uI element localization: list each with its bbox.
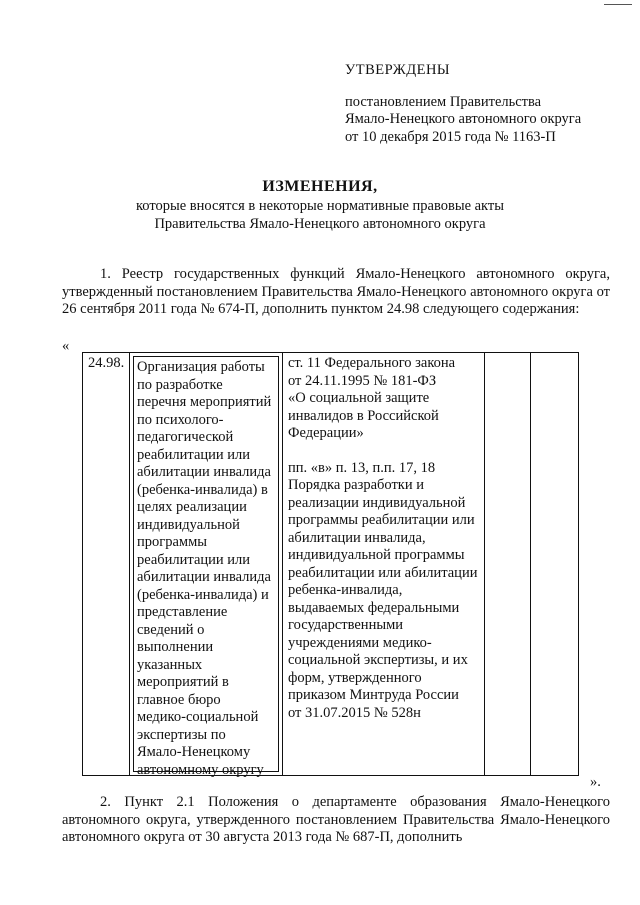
basis-gap: [288, 443, 480, 460]
basis-line: форм, утвержденного: [288, 669, 422, 686]
registry-table: [82, 352, 579, 776]
approval-line-1: постановлением Правительства: [345, 93, 542, 110]
function-line: программы: [137, 534, 207, 550]
function-line: абилитации инвалида: [137, 464, 271, 480]
basis-line: социальной экспертизы, и их: [288, 652, 468, 668]
basis-line: программы реабилитации или: [288, 512, 475, 528]
basis-line: ребенка-инвалида,: [288, 582, 403, 598]
basis-cell: [283, 353, 485, 776]
basis-line: Федерации»: [288, 425, 364, 441]
function-line: указанных: [137, 656, 203, 673]
function-line: автономному округу: [137, 761, 264, 778]
corner-mark: [604, 4, 632, 6]
basis-line: «О социальной защите: [288, 390, 430, 406]
approval-heading: УТВЕРЖДЕНЫ: [345, 62, 451, 78]
function-line: перечня мероприятий: [137, 394, 272, 410]
basis-line: индивидуальной программы: [288, 547, 465, 563]
basis-line: абилитации инвалида,: [288, 529, 426, 546]
function-line: индивидуальной: [137, 516, 240, 533]
function-line: реабилитации или: [137, 446, 251, 463]
basis-line: приказом Минтруда России: [288, 687, 459, 703]
basis-line: Порядка разработки и: [288, 477, 424, 493]
function-line: медико-социальной: [137, 709, 259, 725]
document-title: ИЗМЕНЕНИЯ,: [262, 178, 378, 195]
function-line: (ребенка-инвалида) и: [137, 586, 269, 603]
function-line: абилитации инвалида: [137, 569, 271, 585]
basis-line: государственными: [288, 617, 404, 633]
approval-block: [345, 62, 615, 146]
paragraph-1: 1. Реестр государственных функций Ямало-Ненецкого автономного округа, утвержденный постановлением Правительства Ямало-Ненецкого автономного округа от 26 сентября 2011 года № 674-П, дополнить пунктом 24.98 следующего содержания:: [62, 266, 610, 317]
function-line: Ямало-Ненецкому: [137, 744, 251, 760]
basis-line: от 31.07.2015 № 528н: [288, 704, 421, 721]
function-line: по психолого-: [137, 411, 224, 428]
empty-cell-4: [485, 353, 531, 776]
subtitle-line-2: Правительства Ямало-Ненецкого автономного округа: [154, 215, 486, 232]
document-subtitle: [0, 198, 640, 233]
approval-line-2: Ямало-Ненецкого автономного округа: [345, 111, 582, 127]
function-line: сведений о: [137, 621, 205, 638]
empty-cell-5: [531, 353, 579, 776]
function-line: главное бюро: [137, 691, 221, 708]
function-cell: [130, 353, 283, 776]
function-line: (ребенка-инвалида) в: [137, 481, 268, 498]
function-line: представление: [137, 604, 228, 620]
function-line: Организация работы: [137, 359, 265, 375]
basis-line: пп. «в» п. 13, п.п. 17, 18: [288, 459, 436, 476]
function-line: целях реализации: [137, 499, 247, 515]
function-line: мероприятий в: [137, 674, 229, 690]
basis-line: выдаваемых федеральными: [288, 599, 460, 616]
subtitle-line-1: которые вносятся в некоторые нормативные правовые акты: [135, 198, 504, 214]
basis-line: реализации индивидуальной: [288, 494, 466, 511]
function-line: экспертизы по: [137, 726, 226, 743]
table-row: [83, 353, 579, 776]
basis-line: от 24.11.1995 № 181-ФЗ: [288, 372, 437, 389]
paragraph-2: 2. Пункт 2.1 Положения о департаменте образования Ямало-Ненецкого автономного округа, утвержденного постановлением Правительства Ямало-Ненецкого автономного округа от 30 августа 2013 года № 687-П, дополнить: [62, 794, 610, 845]
basis-line: учреждениями медико-: [288, 634, 432, 651]
quote-open: «: [62, 338, 70, 354]
function-line: выполнении: [137, 639, 214, 655]
function-line: по разработке: [137, 376, 223, 393]
basis-line: реабилитации или абилитации: [288, 564, 478, 581]
function-line: педагогической: [137, 429, 234, 445]
row-number: 24.98.: [83, 353, 130, 776]
function-line: реабилитации или: [137, 551, 251, 568]
function-box: [133, 356, 279, 778]
approval-line-3: от 10 декабря 2015 года № 1163-П: [345, 128, 556, 145]
basis-line: ст. 11 Федерального закона: [288, 355, 456, 371]
basis-line: инвалидов в Российской: [288, 407, 439, 424]
quote-close: ».: [590, 774, 601, 790]
